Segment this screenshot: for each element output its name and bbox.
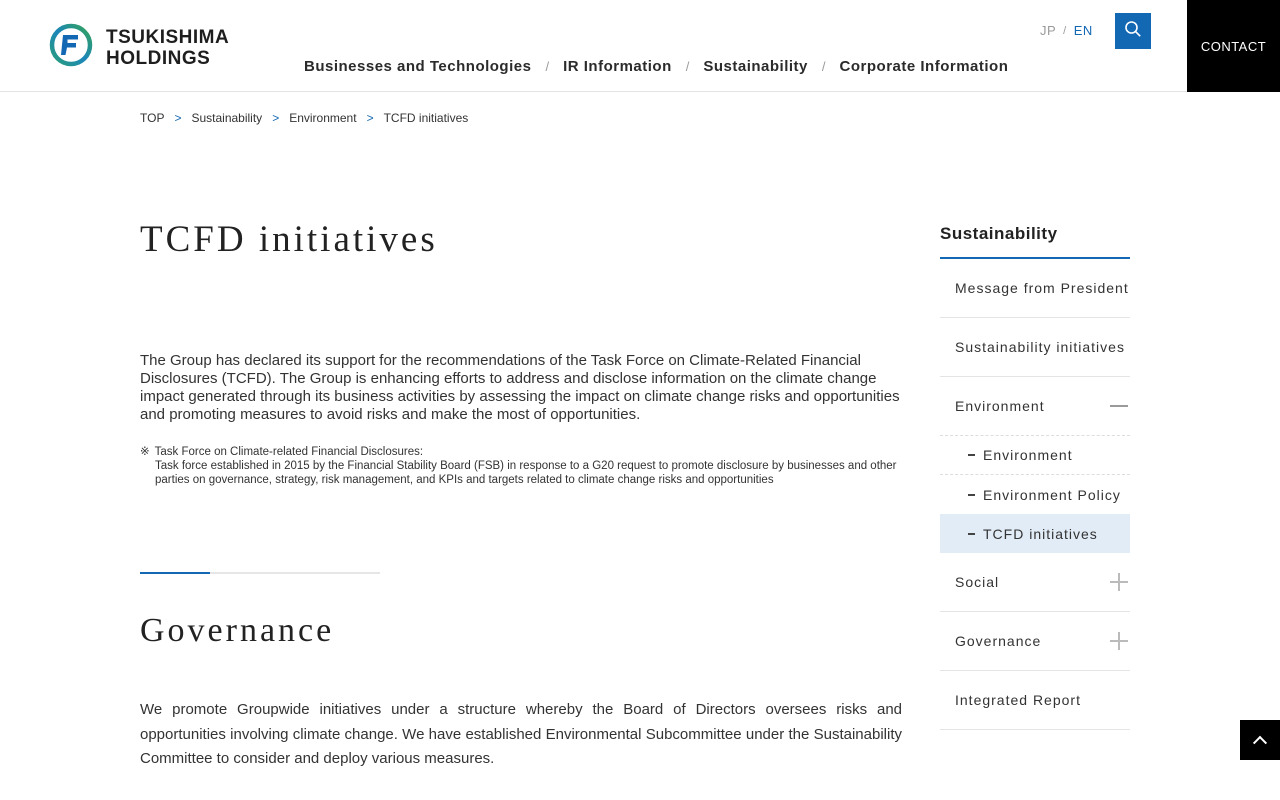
section-divider <box>140 572 380 574</box>
nav-ir[interactable]: IR Information <box>563 58 672 75</box>
sidebar-title: Sustainability <box>940 224 1130 259</box>
breadcrumb-separator: > <box>366 111 374 125</box>
sidebar-item-governance[interactable] <box>940 612 1130 671</box>
note-marker: ※ <box>140 446 150 458</box>
dash-icon <box>968 454 975 456</box>
sidebar-item-social[interactable] <box>940 553 1130 612</box>
sidebar-item-label: Environment <box>955 398 1045 414</box>
sidebar-item-sustainability-initiatives[interactable] <box>940 318 1130 377</box>
search-button[interactable] <box>1115 13 1151 49</box>
minus-icon[interactable] <box>1110 397 1128 415</box>
intro-paragraph: The Group has declared its support for the recommendations of the Task Force on Climate-Related Financial Disclosures (TCFD). The Group is enhancing efforts to address and disclose information on the climate change impact generated through its business activities by assessing the impact on climate change risks and opportunities and promoting measures to avoid risks and make the most of opportunities. <box>140 352 900 423</box>
sidebar <box>940 224 1130 730</box>
breadcrumb <box>140 111 468 125</box>
breadcrumb-sustainability[interactable]: Sustainability <box>191 111 263 125</box>
breadcrumb-environment[interactable]: Environment <box>289 111 357 125</box>
plus-icon[interactable] <box>1110 632 1128 650</box>
divider-accent <box>140 572 210 574</box>
lang-slash: / <box>1063 24 1067 37</box>
nav-sustainability[interactable]: Sustainability <box>703 58 808 75</box>
breadcrumb-current: TCFD initiatives <box>383 111 469 125</box>
dash-icon <box>968 533 975 535</box>
nav-businesses[interactable]: Businesses and Technologies <box>304 58 532 75</box>
sidebar-subitem-tcfd-initiatives[interactable] <box>940 514 1130 553</box>
sidebar-item-label: Integrated Report <box>955 692 1081 708</box>
note-body: Task force established in 2015 by the Financial Stability Board (FSB) in response to a G20 request to promote disclosure by businesses and other parties on governance, strategy, risk management, and KPIs and targets related to climate change risks and opportunities <box>155 460 897 486</box>
logo-text: TSUKISHIMA HOLDINGS <box>106 26 230 69</box>
breadcrumb-top[interactable]: TOP <box>140 111 165 125</box>
sidebar-item-label: Message from President <box>955 280 1129 296</box>
page-title: TCFD initiatives <box>140 219 438 260</box>
chevron-up-icon <box>1253 736 1267 750</box>
breadcrumb-separator: > <box>272 111 280 125</box>
logo[interactable] <box>48 22 229 73</box>
sidebar-item-label: Sustainability initiatives <box>955 339 1125 355</box>
scroll-to-top-button[interactable] <box>1240 720 1280 760</box>
sidebar-item-environment-group[interactable] <box>940 377 1130 436</box>
main-nav <box>290 58 1022 75</box>
lang-jp-link[interactable]: JP <box>1040 23 1057 38</box>
lang-en-link[interactable]: EN <box>1073 23 1093 38</box>
nav-separator: / <box>685 59 690 74</box>
sidebar-item-message-from-president[interactable] <box>940 259 1130 318</box>
nav-corporate[interactable]: Corporate Information <box>839 58 1009 75</box>
plus-icon[interactable] <box>1110 573 1128 591</box>
logo-mark-icon <box>48 22 94 73</box>
sidebar-subitem-environment-policy[interactable] <box>940 475 1130 514</box>
nav-separator: / <box>545 59 550 74</box>
sidebar-item-label: Social <box>955 574 1000 590</box>
sidebar-item-label: Environment <box>983 447 1073 463</box>
footnote <box>140 445 902 487</box>
dash-icon <box>968 494 975 496</box>
sidebar-item-label: Governance <box>955 633 1042 649</box>
sidebar-item-label: TCFD initiatives <box>983 525 1098 542</box>
sidebar-item-integrated-report[interactable] <box>940 671 1130 730</box>
language-switcher <box>1040 23 1093 38</box>
sidebar-subitem-environment[interactable] <box>940 436 1130 475</box>
governance-paragraph: We promote Groupwide initiatives under a structure whereby the Board of Directors oversees risks and opportunities involving climate change. We have established Environmental Subcommittee under the Sustainability Committee to consider and deploy various measures. <box>140 701 902 767</box>
search-icon <box>1124 20 1142 43</box>
sidebar-item-label: Environment Policy <box>983 486 1121 503</box>
header <box>0 0 1280 92</box>
nav-separator: / <box>821 59 826 74</box>
note-title: Task Force on Climate-related Financial Disclosures: <box>154 446 424 458</box>
governance-heading: Governance <box>140 612 335 649</box>
breadcrumb-separator: > <box>174 111 182 125</box>
contact-button[interactable]: CONTACT <box>1187 0 1280 92</box>
